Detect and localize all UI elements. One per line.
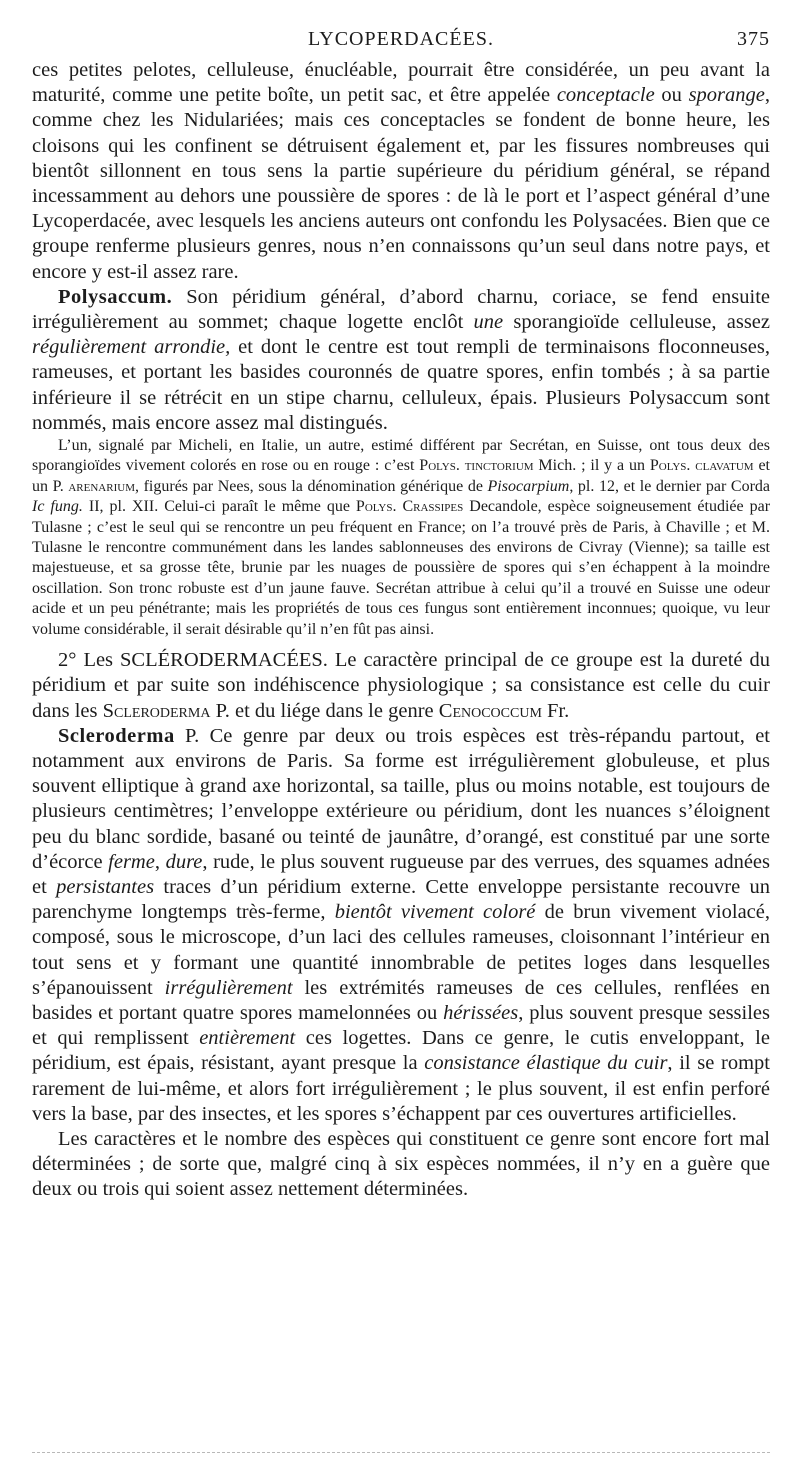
italic-term: dure — [165, 850, 203, 873]
italic-term: régulièrement arrondie, — [32, 336, 231, 359]
text-run: les extrémités rameuses de ces cellules, renflées en basides et portant quatre spores mamelonnées ou — [32, 976, 770, 1024]
small-caps-name: Polys. clavatum — [649, 457, 754, 475]
text-run: traces d’un péridium externe. Cette enveloppe persistante recouvre un parenchyme longtemps très-ferme, — [32, 875, 771, 924]
bottom-edge-rule — [32, 1452, 770, 1453]
text-run: Mich. ; il y a un — [533, 457, 650, 475]
italic-term: bientôt vivement coloré — [334, 901, 536, 924]
text-run: de brun vivement violacé, composé, sous le microscope, d’un laci des cellules rameuses, cloisonnant l’intérieur en tout sens et y formant une quantité innombrable de petites loges dans lesquelles s’épanouissent — [32, 901, 771, 999]
text-run: ces logettes. Dans ce genre, le cutis enveloppant, le péridium, est épais, résistant, ayant presque la — [32, 1027, 770, 1075]
italic-term: persistantes — [56, 875, 155, 898]
text-run: , — [154, 850, 166, 873]
small-caps-name: Cenococcum — [438, 699, 542, 722]
page-body — [32, 58, 770, 1203]
italic-term: Pisocarpium — [487, 477, 570, 495]
paragraph-sclerodermacees — [32, 648, 770, 724]
run-in-heading-polysaccum: Polysaccum. — [58, 285, 173, 308]
text-run: P. et du liége dans le genre — [210, 699, 439, 722]
text-run: , il se rompt rarement de lui-même, et alors fort irrégulièrement ; le plus souvent, il est enfin perforé vers la base, par des insectes, et les spores s’échappent par ces ouvertures artificielles. — [32, 1052, 770, 1125]
text-run: et un — [32, 457, 770, 495]
book-page — [32, 0, 770, 1471]
text-run: II, pl. XII. Celui-ci paraît le même que — [82, 498, 356, 516]
small-caps-name: Scleroderma — [102, 699, 211, 722]
paragraph-polysacees-intro — [32, 58, 770, 285]
text-run: Fr. — [541, 699, 570, 722]
text-run: et dont le centre est tout rempli de terminaisons floconneuses, rameuses, et portant les basides couronnés de quatre spores, enfin tombés ; à sa partie inférieure il se rétrécit en un stipe charnu, celluleux, épais. Plusieurs Polysaccum sont nommés, mais encore assez mal distingués. — [32, 336, 770, 434]
text-run: Les caractères et le nombre des espèces qui constituent ce genre sont encore fort mal déterminées ; de sorte que, malgré cinq à six espèces nommées, il n’y en a guère que deux ou trois qui soient assez nettement déterminées. — [32, 1127, 770, 1201]
italic-term: consistance élastique du cuir — [424, 1052, 668, 1075]
text-run: , pl. 12, et le dernier par Corda — [569, 477, 770, 495]
small-caps-name: Polys. tinctorium — [419, 457, 534, 475]
paragraph-polysaccum — [32, 285, 770, 436]
small-caps-name: P. arenarium — [52, 477, 135, 495]
text-run: 2° Les SCLÉRODERMACÉES. Le caractère principal de ce groupe est la dureté du péridium et par suite son indéhiscence physiologique ; sa consistance est celle du cuir dans les — [32, 649, 770, 722]
italic-term: conceptacle — [556, 84, 655, 107]
italic-term: hérissées — [443, 1001, 519, 1024]
small-caps-name: Polys. Crassipes — [355, 498, 464, 516]
paragraph-polysaccum-notes — [32, 436, 770, 640]
italic-term: Ic fung. — [32, 498, 83, 516]
text-run: , rude, le plus souvent rugueuse par des verrues, des squames adnées et — [32, 850, 770, 898]
text-run: ou — [654, 84, 689, 107]
italic-term: irrégulièrement — [164, 976, 293, 999]
text-run: L’un, signalé par Micheli, en Italie, un autre, estimé différent par Secrétan, en Suisse, ont tous deux des sporangioïdes vivement colorés en rose ou en rouge : c’est — [32, 437, 770, 475]
text-run: ces petites pelotes, celluleuse, énucléable, pourrait être considérée, un peu avant la maturité, comme une petite boîte, un petit sac, et être appelée — [32, 59, 770, 107]
text-run: , comme chez les Nidulariées; mais ces conceptacles se fondent de bonne heure, les cloisons qui les confinent se détruisent également et, par les fissures nombreuses qui bientôt sillonnent en tous sens la partie supérieure du péridium général, se répand incessamment au dehors une poussière de spores : de là le port et l’aspect général d’une Lycoperdacée, avec lesquels les anciens auteurs ont confondu les Polysacées. Bien que ce groupe renferme plusieurs genres, nous n’en connaissons qu’un seul dans notre pays, et encore y est-il assez rare. — [32, 84, 770, 283]
text-run: P. Ce genre par deux ou trois espèces est très-répandu partout, et notamment aux environs de Paris. Sa forme est irrégulièrement globuleuse, et plus souvent elliptique à grand axe horizontal, sa taille, plus ou moins notable, est toujours de plusieurs centimètres; l’enveloppe extérieure ou péridium, dont les nuances s’éloignent peu du blanc sordide, basané ou teinté de jaunâtre, d’orangé, est constitué par une sorte d’écorce — [32, 724, 770, 873]
page-number: 375 — [737, 28, 770, 50]
paragraph-scleroderma-species — [32, 1127, 770, 1203]
text-run: , figurés par Nees, sous la dénomination générique de — [134, 477, 488, 495]
paragraph-scleroderma — [32, 724, 770, 1127]
text-run: sporangioïde celluleuse, assez — [503, 311, 770, 334]
italic-term: une — [473, 311, 504, 334]
text-run: Decandole, espèce soigneusement étudiée par Tulasne ; c’est le seul qui se rencontre un peu fréquent en France; on l’a trouvé près de Paris, à Chaville ; et M. Tulasne le rencontre communément dans les landes sablonneuses des environs de Civray (Vienne); sa taille est majestueuse, et sa grosse tête, brunie par les nuages de poussière de spores qui s’en échappent à la moindre oscillation. Son tronc robuste est d’un jaune fauve. Secrétan attribue à celui qu’il a trouvé en Suisse une odeur acide et un peu pénétrante; mais les propriétés de tous ces fungus sont entièrement inconnues; quoique, vu leur volume considérable, il serait désirable qu’il n’en fût pas ainsi. — [32, 498, 771, 638]
italic-term: sporange — [688, 84, 765, 107]
running-header — [32, 28, 770, 54]
text-run: Son péridium général, d’abord charnu, coriace, se fend ensuite irrégulièrement au sommet; chaque logette enclôt — [32, 285, 770, 334]
text-run: , plus souvent presque sessiles et qui remplissent — [32, 1001, 770, 1050]
run-in-heading-scleroderma: Scleroderma — [58, 724, 175, 747]
running-title: LYCOPERDACÉES. — [308, 28, 494, 50]
italic-term: ferme — [108, 850, 155, 873]
italic-term: entièrement — [199, 1027, 296, 1050]
